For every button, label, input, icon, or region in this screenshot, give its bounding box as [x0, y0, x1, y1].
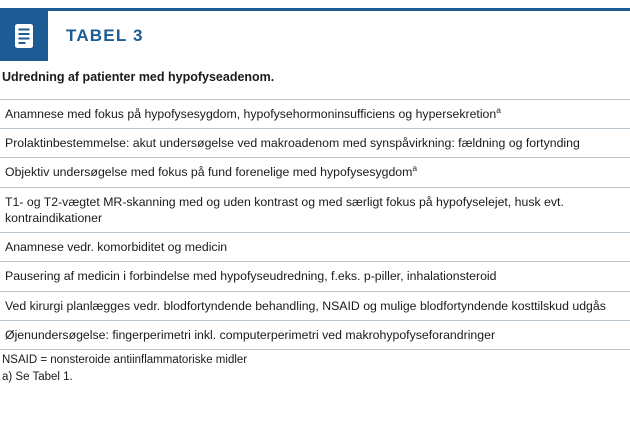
table-header: [0, 11, 630, 61]
table-row: [0, 187, 630, 232]
table-row: [0, 261, 630, 290]
footnote-abbreviation: NSAID = nonsteroide antiinflammatoriske midler: [2, 354, 248, 366]
row-text: Pausering af medicin i forbindelse med hypofyseudredning, f.eks. p-piller, inhalationsteroid: [5, 269, 497, 284]
table-row: [0, 232, 630, 261]
footnotes: [2, 352, 622, 387]
page-title: TABEL 3: [66, 26, 144, 45]
table-row: [0, 128, 630, 157]
row-text: Øjenundersøgelse: fingerperimetri inkl. computerperimetri ved makrohypofyseforandringer: [5, 327, 496, 342]
table-document-icon: [0, 11, 48, 61]
row-text: Objektiv undersøgelse med fokus på fund forenelige med hypofysesygdom: [5, 165, 413, 180]
row-text: Ved kirurgi planlægges vedr. blodfortyndende behandling, NSAID og mulige blodfortyndende kosttilskud udgås: [5, 298, 606, 313]
row-footnote-marker: a: [412, 163, 418, 174]
row-text: Anamnese vedr. komorbiditet og medicin: [5, 240, 228, 255]
footnote-a: a) Se Tabel 1.: [2, 371, 73, 384]
row-text: Anamnese med fokus på hypofysesygdom, hypofysehormoninsufficiens og hypersekretion: [5, 107, 497, 121]
row-text: T1- og T2-vægtet MR-skanning med og uden kontrast og med særligt fokus på hypofyselejet, husk evt. kontraindikationer: [5, 194, 564, 225]
row-footnote-marker: a: [496, 104, 501, 115]
table-row: [0, 157, 630, 186]
table-row: [0, 320, 630, 350]
table-row: [0, 99, 630, 128]
row-text: Prolaktinbestemmelse: akut undersøgelse ved makroadenom med synspåvirkning: fældning og fortynding: [5, 136, 580, 151]
table-subtitle: Udredning af patienter med hypofyseadenom.: [2, 70, 275, 84]
table-row: [0, 291, 630, 320]
table-body: [0, 99, 630, 350]
